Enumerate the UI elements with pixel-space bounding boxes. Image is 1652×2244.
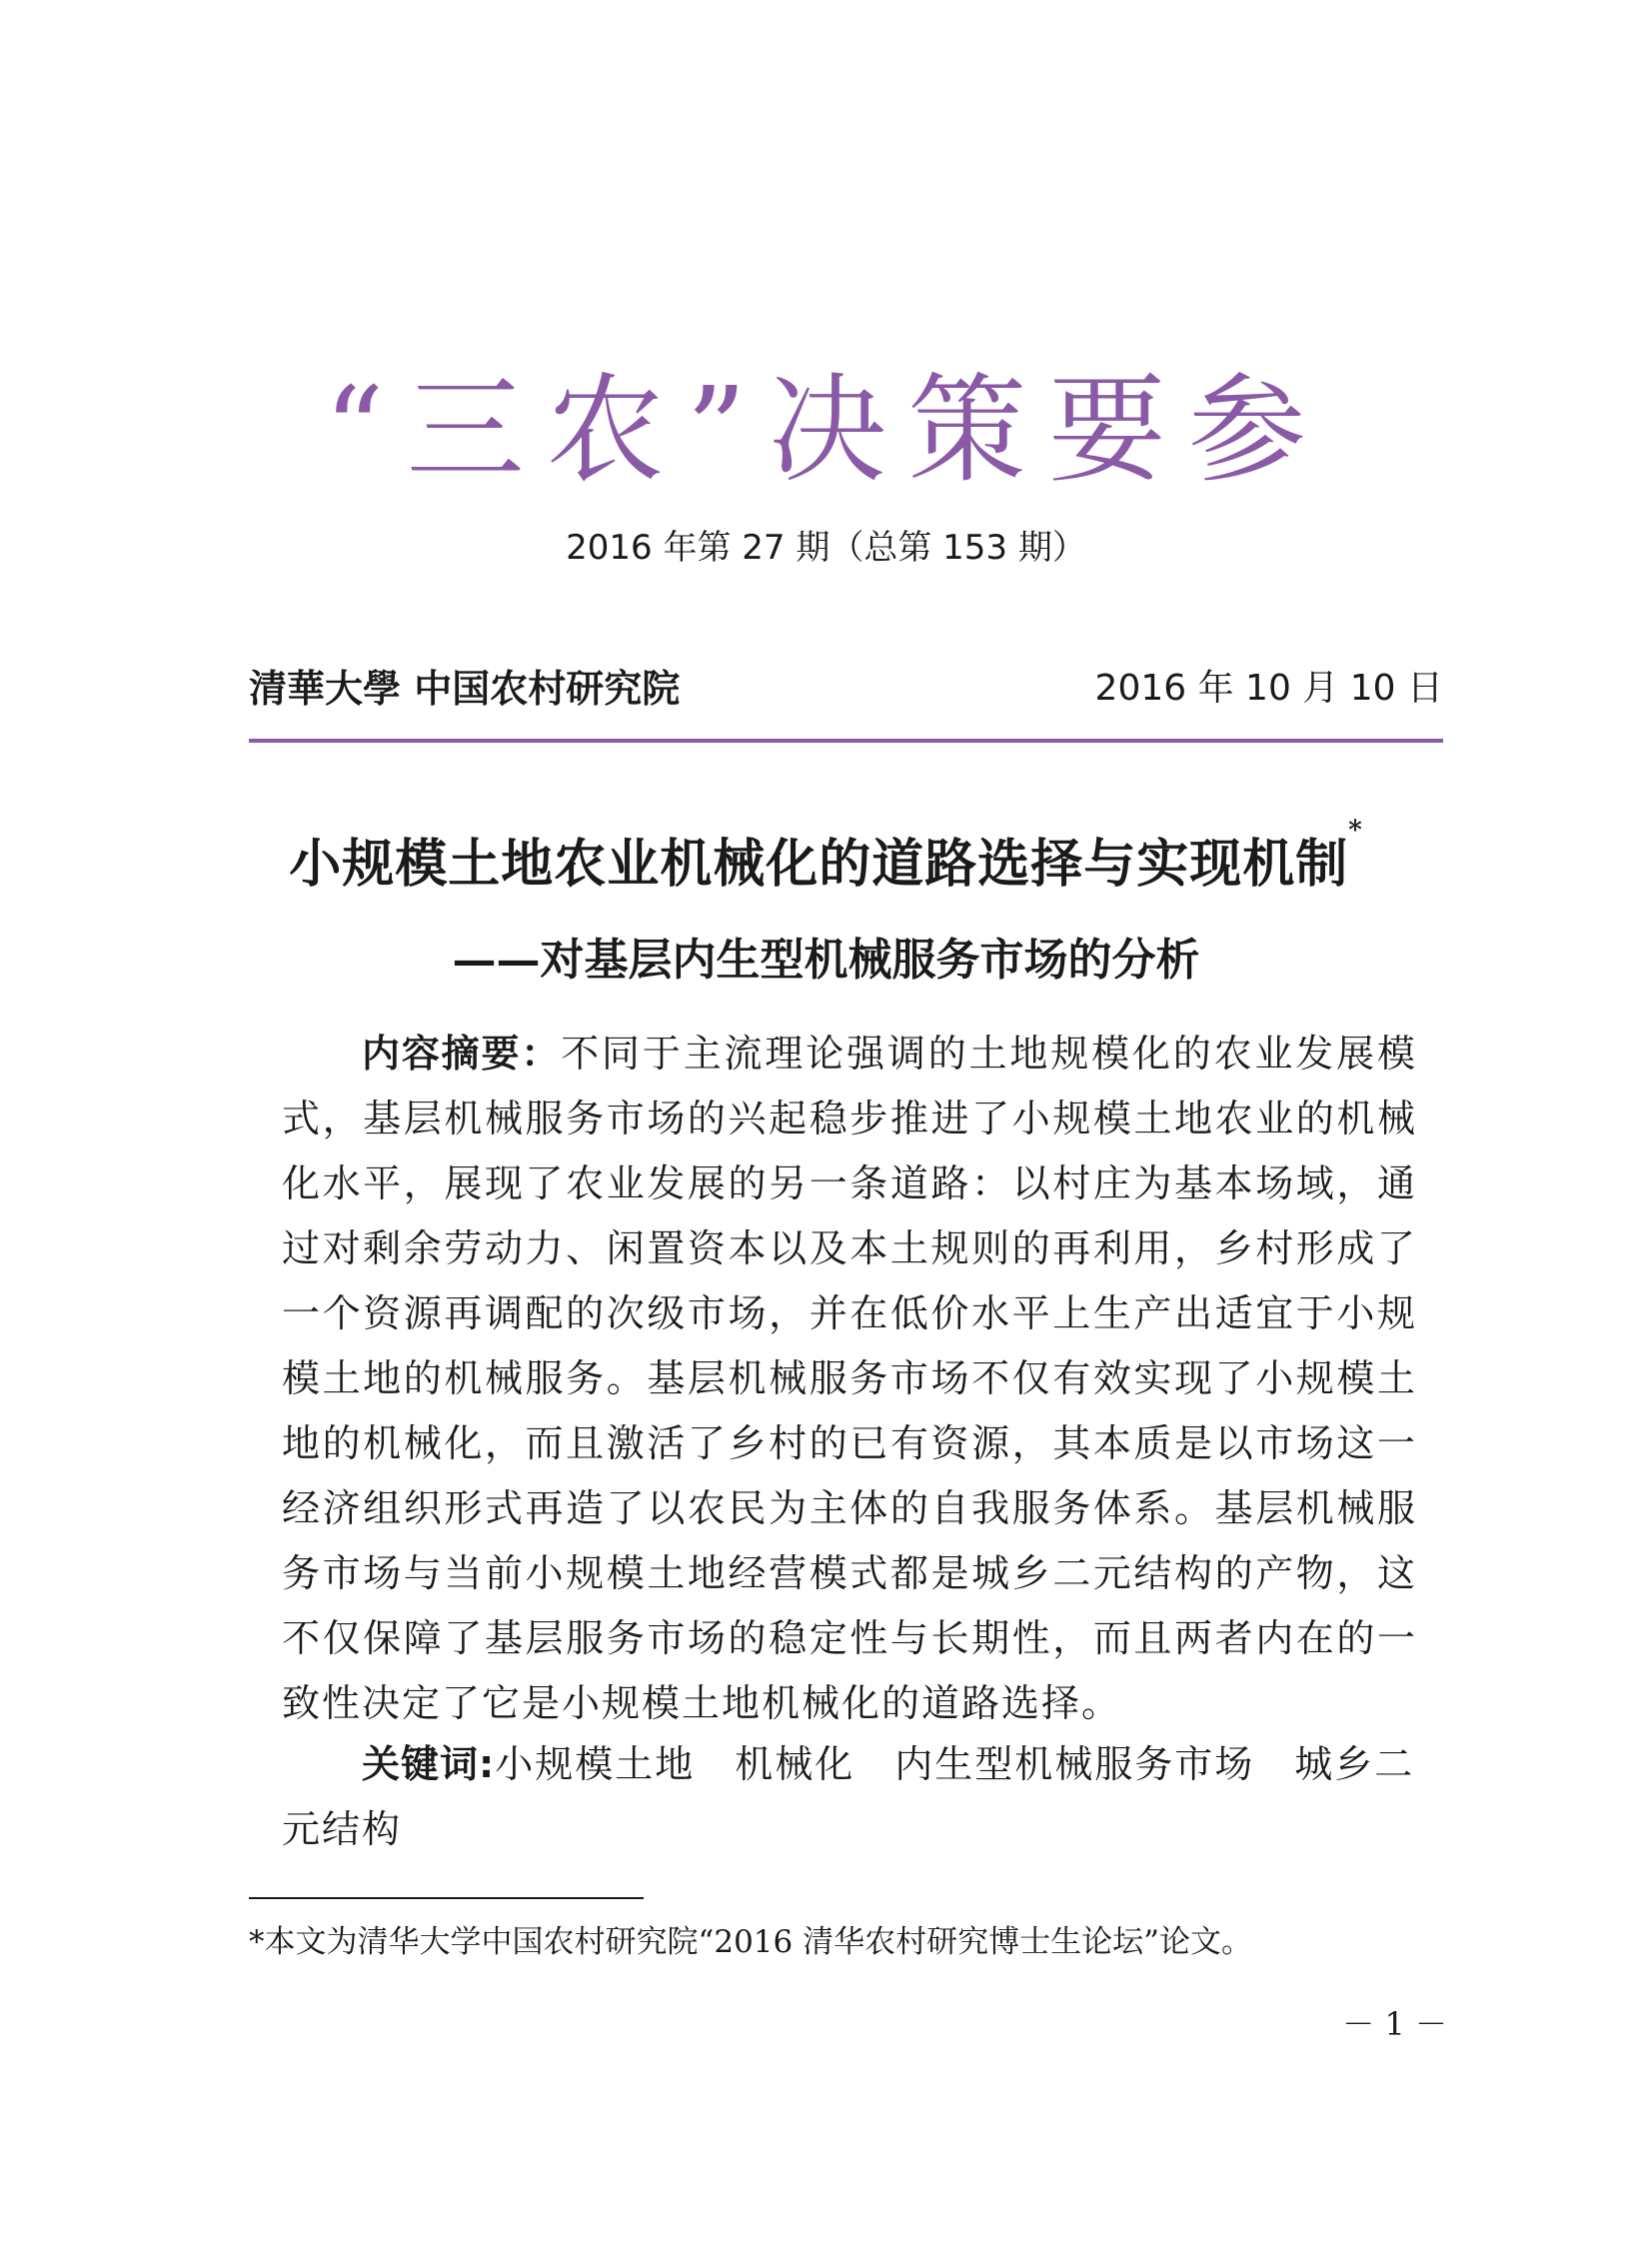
keywords-label: 关键词: xyxy=(362,1742,496,1786)
keywords xyxy=(282,1732,1417,1862)
issue-number: 2016 年第 27 期（总第 153 期） xyxy=(566,528,1086,568)
footnote: *本文为清华大学中国农村研究院“2016 清华农村研究博士生论坛”论文。 xyxy=(249,1924,1252,1960)
keyword-item: 城乡二元结构 xyxy=(282,1742,1415,1851)
abstract-label: 内容摘要： xyxy=(362,1032,562,1076)
masthead-title: “三农”决策要参 xyxy=(324,361,1328,499)
keyword-item: 小规模土地 xyxy=(495,1742,696,1786)
institution-name: 清華大學 中国农村研究院 xyxy=(249,666,681,711)
title-footnote-mark: * xyxy=(1348,816,1363,846)
keyword-item: 内生型机械服务市场 xyxy=(894,1742,1255,1786)
institution-row xyxy=(249,658,1443,718)
article-title-text: 小规模土地农业机械化的道路选择与实现机制 xyxy=(289,834,1349,895)
page-number: － 1 － xyxy=(1342,2005,1447,2043)
header-divider xyxy=(249,739,1443,743)
article-title xyxy=(0,816,1652,897)
footnote-rule xyxy=(249,1897,644,1899)
abstract-text: 不同于主流理论强调的土地规模化的农业发展模式，基层机械服务市场的兴起稳步推进了小规模土地农业的机械化水平，展现了农业发展的另一条道路：以村庄为基本场域，通过对剩余劳动力、闲置资本以及本土规则的再利用，乡村形成了一个资源再调配的次级市场，并在低价水平上生产出适宜于小规模土地的机械服务。基层机械服务市场不仅有效实现了小规模土地的机械化，而且激活了乡村的已有资源，其本质是以市场这一经济组织形式再造了以农民为主体的自我服务体系。基层机械服务市场与当前小规模土地经营模式都是城乡二元结构的产物，这不仅保障了基层服务市场的稳定性与长期性，而且两者内在的一致性决定了它是小规模土地机械化的道路选择。 xyxy=(282,1032,1417,1725)
keyword-item: 机械化 xyxy=(735,1742,855,1786)
publication-date: 2016 年 10 月 10 日 xyxy=(1094,668,1443,709)
abstract xyxy=(282,1022,1417,1736)
article-subtitle: ——对基层内生型机械服务市场的分析 xyxy=(452,935,1200,986)
